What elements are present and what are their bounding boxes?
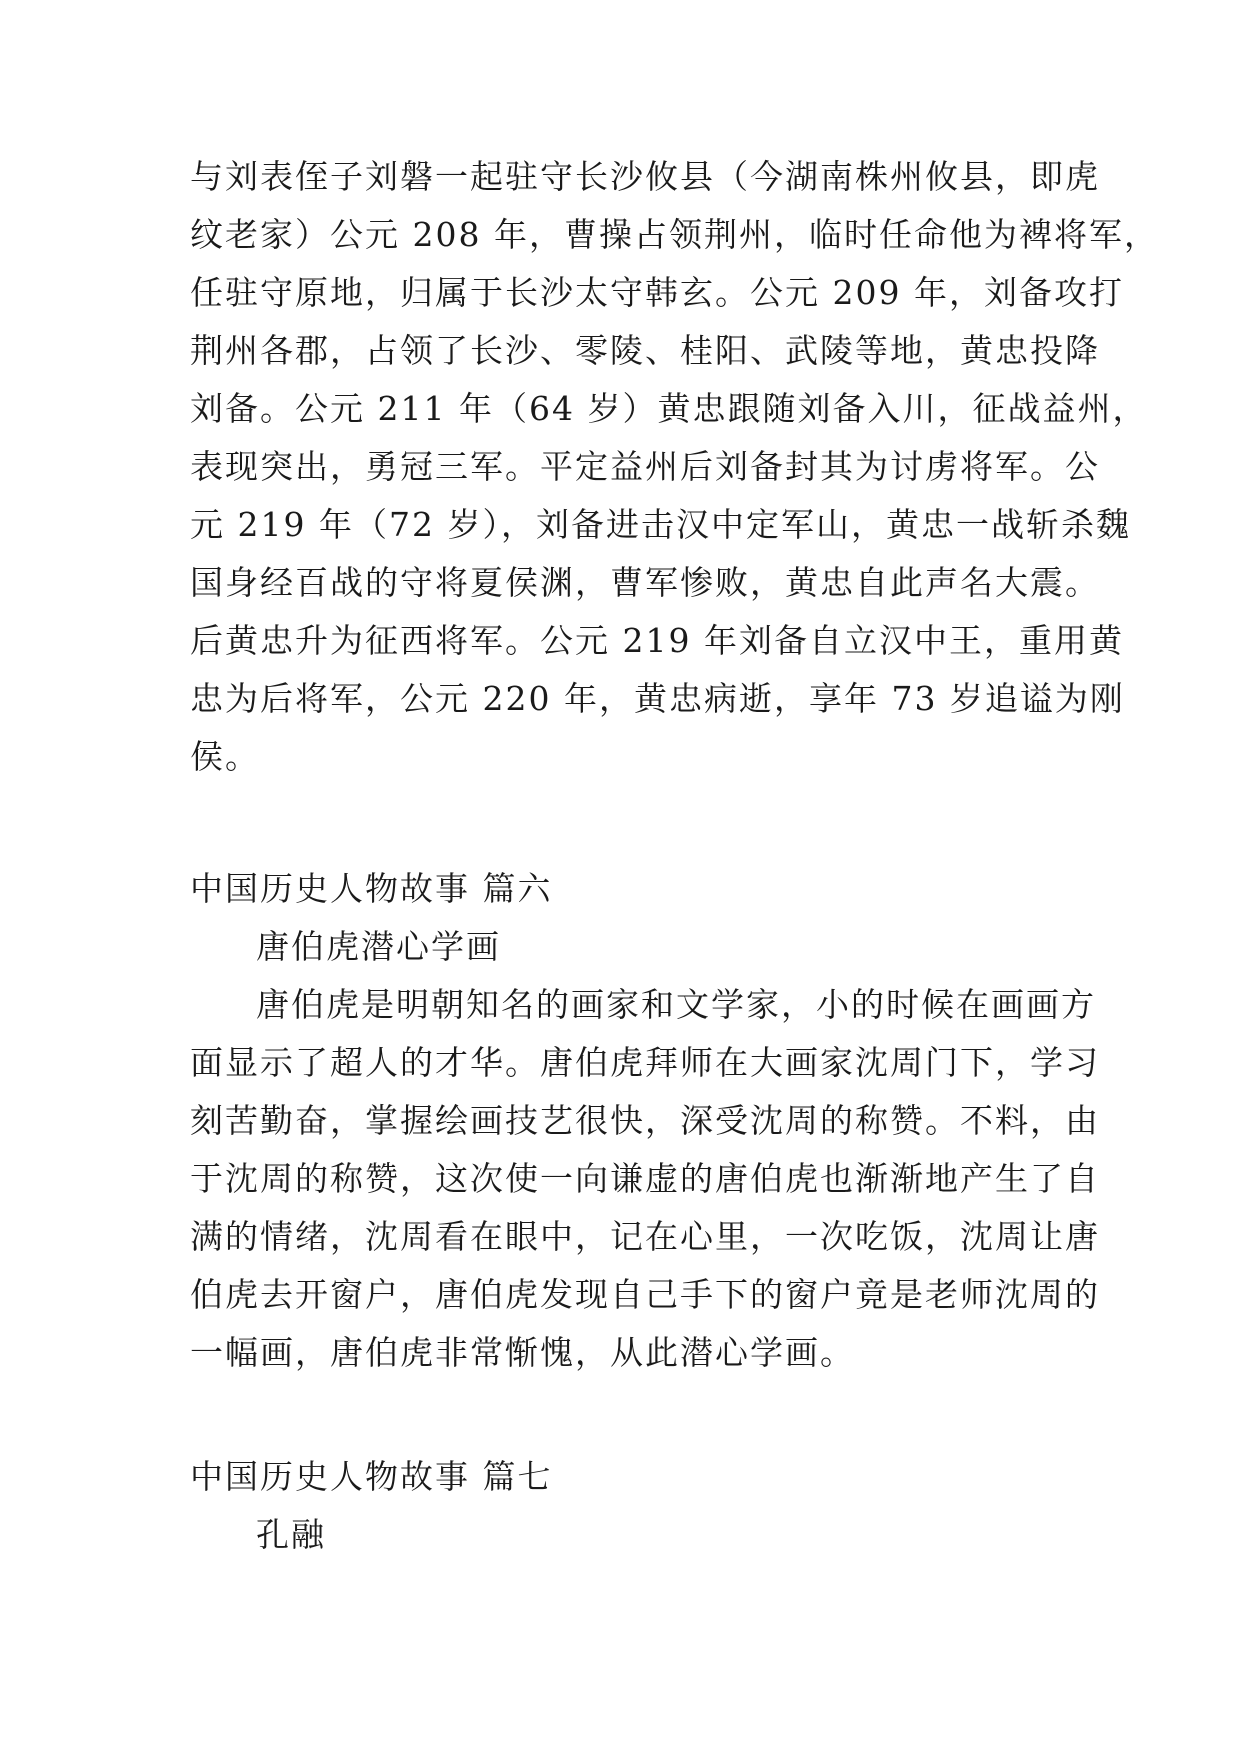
paragraph-line: 元 219 年（72 岁），刘备进击汉中定军山，黄忠一战斩杀魏 xyxy=(190,505,1131,544)
paragraph-line: 任驻守原地，归属于长沙太守韩玄。公元 209 年，刘备攻打 xyxy=(190,273,1124,312)
section-heading-part6: 中国历史人物故事 篇六 xyxy=(190,869,553,908)
story-tang-bohu-section xyxy=(190,918,1100,1382)
paragraph-line: 忠为后将军，公元 220 年，黄忠病逝，享年 73 岁追谥为刚 xyxy=(190,679,1125,718)
paragraph-line: 后黄忠升为征西将军。公元 219 年刘备自立汉中王，重用黄 xyxy=(190,621,1124,660)
story-title: 孔融 xyxy=(256,1515,326,1554)
paragraph-line: 国身经百战的守将夏侯渊，曹军惨败，黄忠自此声名大震。 xyxy=(190,563,1100,602)
paragraph-line: 刘备。公元 211 年（64 岁）黄忠跟随刘备入川，征战益州， xyxy=(190,389,1148,428)
paragraph-line: 面显示了超人的才华。唐伯虎拜师在大画家沈周门下，学习 xyxy=(190,1043,1100,1082)
story-kong-rong-section xyxy=(190,1506,1070,1564)
paragraph-line: 与刘表侄子刘磐一起驻守长沙攸县（今湖南株州攸县，即虎 xyxy=(190,157,1100,196)
paragraph-line: 伯虎去开窗户，唐伯虎发现自己手下的窗户竟是老师沈周的 xyxy=(190,1275,1100,1314)
paragraph-line: 于沈周的称赞，这次使一向谦虚的唐伯虎也渐渐地产生了自 xyxy=(190,1159,1100,1198)
story-huang-zhong-paragraph xyxy=(190,148,1159,786)
paragraph-line: 表现突出，勇冠三军。平定益州后刘备封其为讨虏将军。公 xyxy=(190,447,1100,486)
paragraph-line: 唐伯虎是明朝知名的画家和文学家，小的时候在画画方 xyxy=(256,985,1096,1024)
story-title: 唐伯虎潜心学画 xyxy=(256,927,501,966)
paragraph-line: 刻苦勤奋，掌握绘画技艺很快，深受沈周的称赞。不料，由 xyxy=(190,1101,1100,1140)
paragraph-line: 一幅画，唐伯虎非常惭愧，从此潜心学画。 xyxy=(190,1333,855,1372)
paragraph-line: 纹老家）公元 208 年，曹操占领荆州，临时任命他为裨将军， xyxy=(190,215,1159,254)
section-heading-part7: 中国历史人物故事 篇七 xyxy=(190,1457,553,1496)
paragraph-line: 侯。 xyxy=(190,737,260,776)
paragraph-line: 荆州各郡，占领了长沙、零陵、桂阳、武陵等地，黄忠投降 xyxy=(190,331,1100,370)
paragraph-line: 满的情绪，沈周看在眼中，记在心里，一次吃饭，沈周让唐 xyxy=(190,1217,1100,1256)
